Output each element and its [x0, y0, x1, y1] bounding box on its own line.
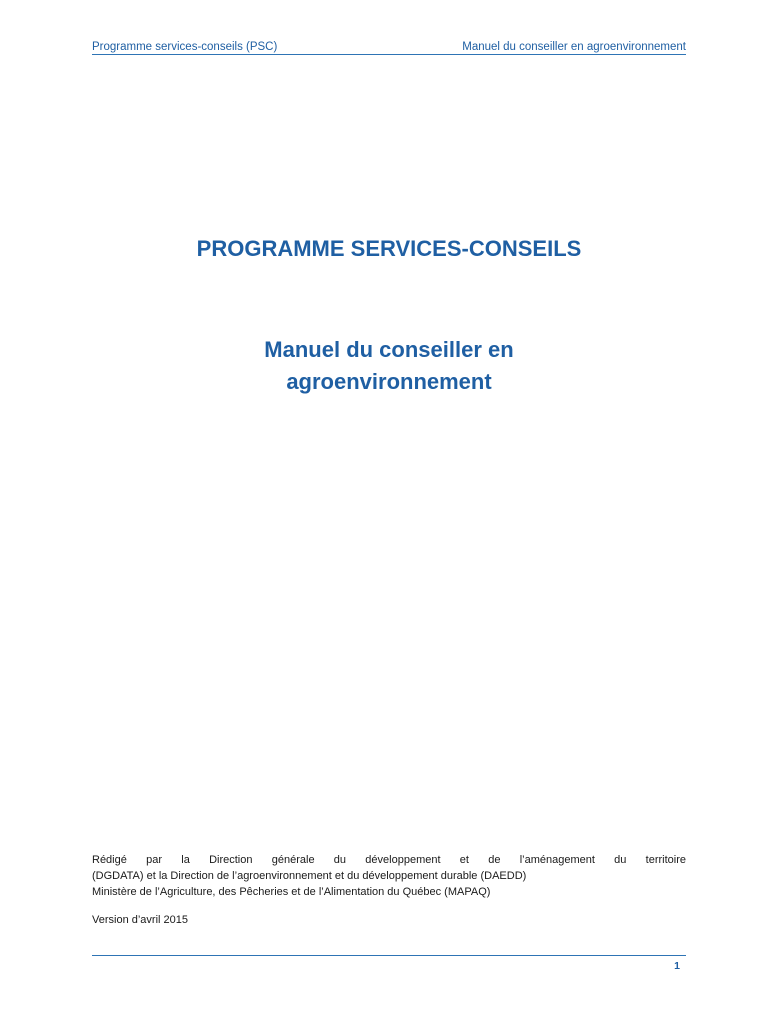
credits-line-1: Rédigé par la Direction générale du développement et de l’aménagement du territoire	[92, 854, 686, 866]
authorship-credits	[92, 852, 686, 900]
credits-line-2: (DGDATA) et la Direction de l’agroenvironnement et du développement durable (DAEDD)	[92, 870, 527, 882]
page-number: 1	[674, 960, 680, 972]
subtitle-line-1: Manuel du conseiller en	[264, 337, 514, 362]
header-right-text: Manuel du conseiller en agroenvironnement	[462, 41, 686, 53]
document-title: PROGRAMME SERVICES-CONSEILS	[196, 236, 582, 261]
header-left-text: Programme services-conseils (PSC)	[92, 41, 278, 53]
header-divider	[92, 54, 686, 55]
document-subtitle	[92, 334, 686, 398]
credits-line-3: Ministère de l’Agriculture, des Pêcheries et de l’Alimentation du Québec (MAPAQ)	[92, 886, 491, 898]
running-header	[92, 37, 686, 53]
subtitle-line-2: agroenvironnement	[286, 369, 492, 394]
version-date: Version d’avril 2015	[92, 914, 189, 926]
footer-divider	[92, 955, 686, 956]
